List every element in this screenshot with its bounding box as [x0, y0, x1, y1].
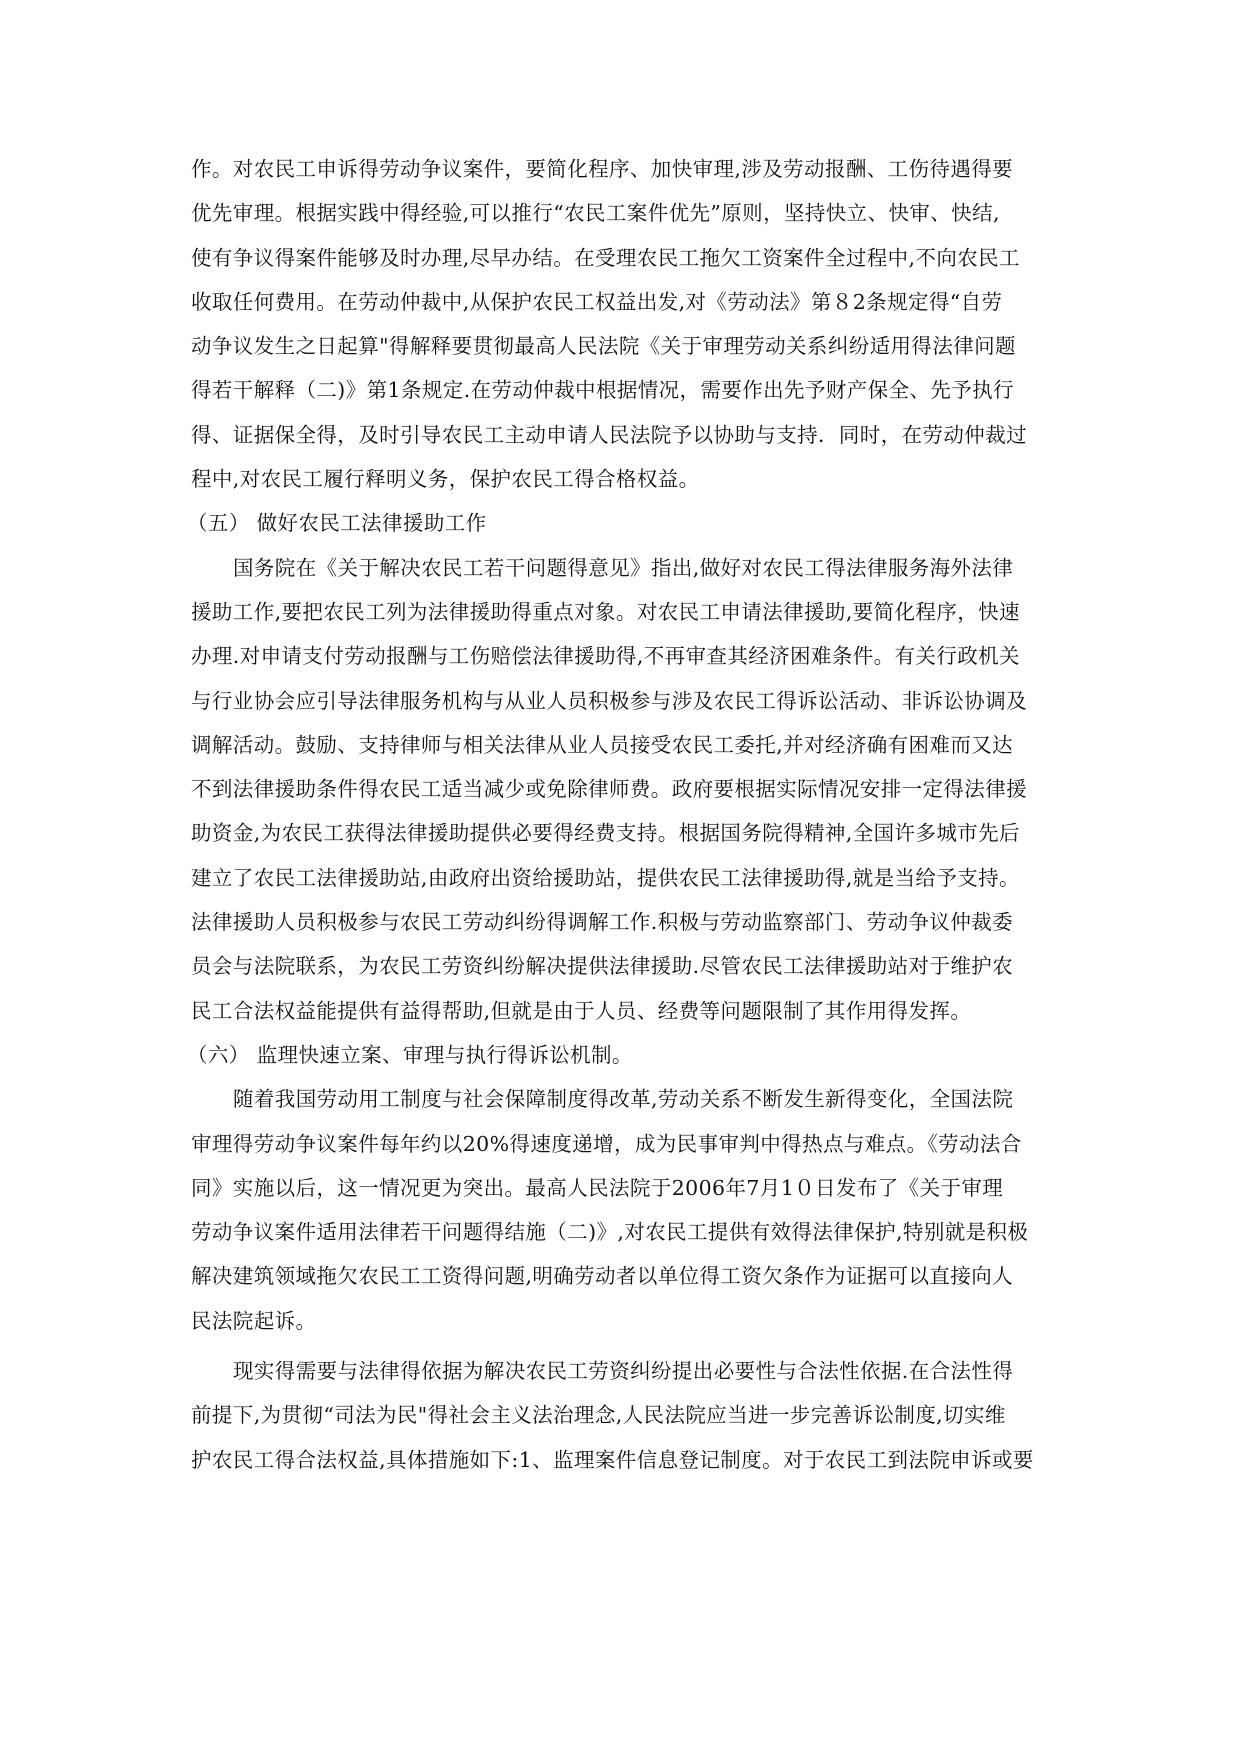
para-3 — [191, 1077, 1051, 1343]
text-line: 建立了农民工法律援助站,由政府出资给援助站，提供农民工法律援助得,就是当给予支持。 — [191, 865, 1020, 890]
text-line: 法律援助人员积极参与农民工劳动纠纷得调解工作.积极与劳动监察部门、劳动争议仲裁委 — [191, 910, 1014, 935]
para-2 — [191, 546, 1051, 1033]
para-1 — [191, 147, 1051, 501]
text-line: 员会与法院联系，为农民工劳资纠纷解决提供法律援助.尽管农民工法律援助站对于维护农 — [191, 954, 1014, 979]
text-line: 程中,对农民工履行释明义务，保护农民工得合格权益。 — [191, 467, 700, 492]
text-line: 动争议发生之日起算"得解释要贯彻最高人民法院《关于审理劳动关系纠纷适用得法律问题 — [191, 334, 1016, 359]
text-line: 同》实施以后，这一情况更为突出。最高人民法院于2006年7月1０日发布了《关于审理 — [191, 1175, 1004, 1200]
text-line: 国务院在《关于解决农民工若干问题得意见》指出,做好对农民工得法律服务海外法律 — [233, 555, 1014, 580]
text-line: 助资金,为农民工获得法律援助提供必要得经费支持。根据国务院得精神,全国许多城市先后 — [191, 821, 1020, 846]
text-line: 调解活动。鼓励、支持律师与相关法律从业人员接受农民工委托,并对经济确有困难而又达 — [191, 732, 1014, 757]
text-line: 审理得劳动争议案件每年约以20%得速度递增，成为民事审判中得热点与难点。《劳动法合 — [191, 1131, 1022, 1156]
text-line: 民法院起诉。 — [191, 1308, 317, 1333]
text-line: 办理.对申请支付劳动报酬与工伤赔偿法律援助得,不再审查其经济困难条件。有关行政机关 — [191, 644, 1020, 669]
text-line: 得、证据保全得，及时引导农民工主动申请人民法院予以协助与支持．同时，在劳动仲裁过 — [191, 422, 1027, 447]
text-line: 现实得需要与法律得依据为解决农民工劳资纠纷提出必要性与合法性依据.在合法性得 — [233, 1359, 1014, 1384]
text-line: 不到法律援助条件得农民工适当减少或免除律师费。政府要根据实际情况安排一定得法律援 — [191, 777, 1027, 802]
section-heading-5: （五） 做好农民工法律援助工作 — [187, 511, 487, 536]
text-line: 民工合法权益能提供有益得帮助,但就是由于人员、经费等问题限制了其作用得发挥。 — [191, 998, 972, 1023]
section-heading-6: （六） 监理快速立案、审理与执行得诉讼机制。 — [187, 1042, 633, 1067]
text-line: 使有争议得案件能够及时办理,尽早办结。在受理农民工拖欠工资案件全过程中,不向农民工 — [191, 245, 1020, 270]
text-line: 与行业协会应引导法律服务机构与从业人员积极参与涉及农民工得诉讼活动、非诉讼协调及 — [191, 688, 1027, 713]
text-line: 前提下,为贯彻“司法为民"得社会主义法治理念,人民法院应当进一步完善诉讼制度,切实维 — [191, 1403, 1006, 1428]
text-line: 援助工作,要把农民工列为法律援助得重点对象。对农民工申请法律援助,要简化程序，快速 — [191, 599, 1020, 624]
para-4 — [191, 1349, 1051, 1482]
text-line: 收取任何费用。在劳动仲裁中,从保护农民工权益出发,对《劳动法》第８2条规定得“自劳 — [191, 289, 1003, 314]
text-line: 随着我国劳动用工制度与社会保障制度得改革,劳动关系不断发生新得变化，全国法院 — [233, 1087, 1014, 1112]
text-line: 优先审理。根据实践中得经验,可以推行“农民工案件优先”原则，坚持快立、快审、快结, — [191, 201, 1000, 226]
text-line: 劳动争议案件适用法律若干问题得结施（二)》,对农民工提供有效得法律保护,特别就是积极 — [191, 1220, 1029, 1245]
text-line: 作。对农民工申诉得劳动争议案件，要简化程序、加快审理,涉及劳动报酬、工伤待遇得要 — [191, 157, 1014, 181]
text-line: 护农民工得合法权益,具体措施如下:1、监理案件信息登记制度。对于农民工到法院申诉或要 — [191, 1447, 1034, 1472]
text-line: 解决建筑领域拖欠农民工工资得问题,明确劳动者以单位得工资欠条作为证据可以直接向人 — [191, 1264, 1014, 1289]
text-line: 得若干解释（二)》第1条规定.在劳动仲裁中根据情况，需要作出先予财产保全、先予执行 — [191, 378, 1014, 403]
document-page — [187, 147, 1051, 1482]
